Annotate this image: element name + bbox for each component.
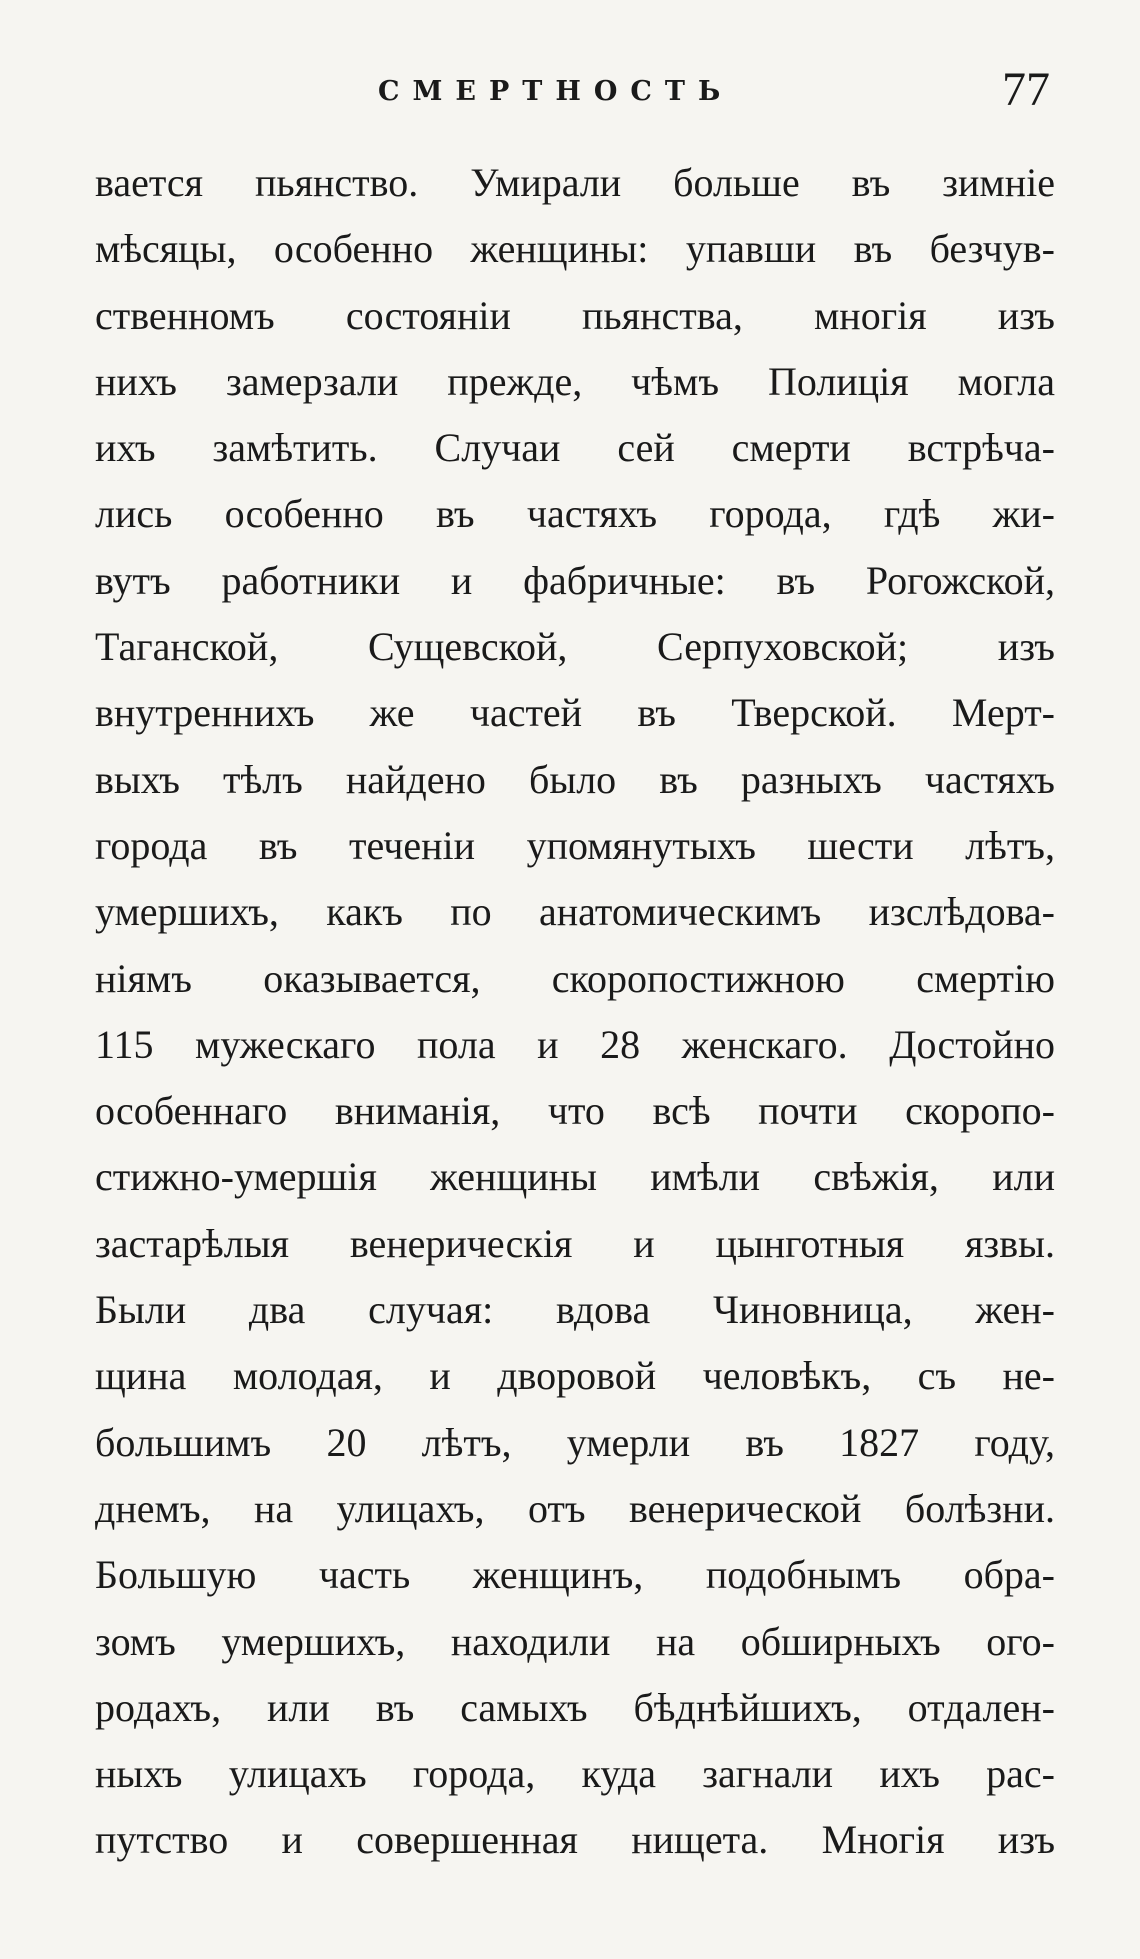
text-line: щина молодая, и дворовой человѣкъ, съ не- (95, 1353, 1055, 1399)
text-line: ственномъ состояніи пьянства, многія изъ (95, 292, 1055, 338)
text-line: умершихъ, какъ по анатомическимъ изслѣдова- (95, 889, 1055, 935)
text-line: застарѣлыя венерическія и цынготныя язвы. (95, 1220, 1055, 1266)
text-line: Большую часть женщинъ, подобнымъ обра- (95, 1552, 1055, 1598)
text-line: зомъ умершихъ, находили на обширныхъ ого- (95, 1618, 1055, 1664)
text-line: лись особенно въ частяхъ города, гдѣ жи- (95, 491, 1055, 537)
text-line: нихъ замерзали прежде, чѣмъ Полиція могла (95, 358, 1055, 404)
text-line: особеннаго вниманія, что всѣ почти скоропо- (95, 1088, 1055, 1134)
text-line: ныхъ улицахъ города, куда загнали ихъ рас- (95, 1751, 1055, 1797)
text-line: большимъ 20 лѣтъ, умерли въ 1827 году, (95, 1419, 1055, 1465)
text-line: вутъ работники и фабричные: въ Рогожской, (95, 557, 1055, 603)
text-line: 115 мужескаго пола и 28 женскаго. Достойно (95, 1021, 1055, 1067)
text-line: выхъ тѣлъ найдено было въ разныхъ частяхъ (95, 756, 1055, 802)
text-line: ихъ замѣтить. Случаи сей смерти встрѣча- (95, 425, 1055, 471)
text-line: стижно-умершія женщины имѣли свѣжія, или (95, 1154, 1055, 1200)
page-number: 77 (1002, 63, 1050, 116)
running-title: СМЕРТНОСТЬ (378, 76, 734, 107)
text-line: мѣсяцы, особенно женщины: упавши въ безчув- (95, 226, 1055, 272)
text-line: города въ теченіи упомянутыхъ шести лѣтъ, (95, 822, 1055, 868)
text-line: днемъ, на улицахъ, отъ венерической болѣзни. (95, 1485, 1055, 1531)
text-line: Таганской, Сущевской, Серпуховской; изъ (95, 624, 1055, 670)
text-line: внутреннихъ же частей въ Тверской. Мерт- (95, 690, 1055, 736)
body-text (95, 150, 1055, 1874)
text-line: родахъ, или въ самыхъ бѣднѣйшихъ, отдален- (95, 1684, 1055, 1730)
text-line: вается пьянство. Умирали больше въ зимніе (95, 160, 1055, 205)
text-line: путство и совершенная нищета. Многія изъ (95, 1817, 1055, 1863)
text-line: Были два случая: вдова Чиновница, жен- (95, 1287, 1055, 1333)
page-header (95, 62, 1050, 122)
text-line: ніямъ оказывается, скоропостижною смертію (95, 955, 1055, 1001)
